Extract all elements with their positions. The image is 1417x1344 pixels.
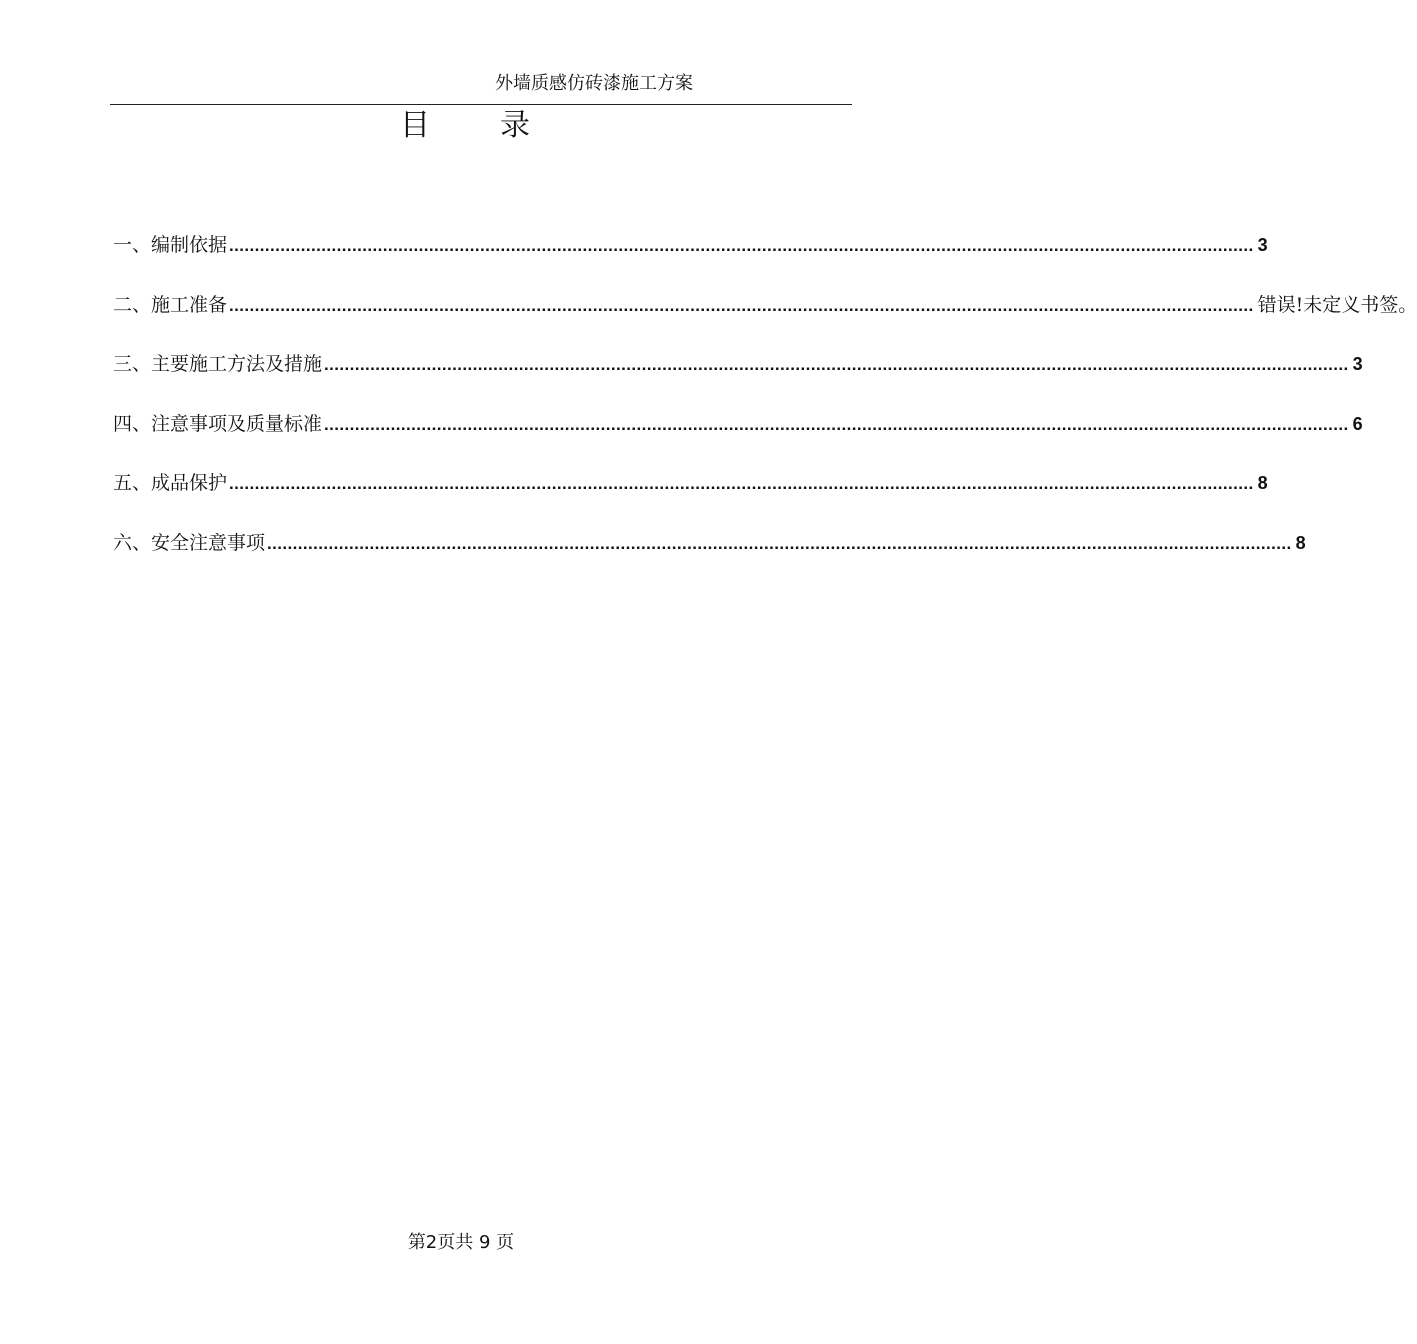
toc-entry-page: 3 [1352, 354, 1363, 375]
toc-leader-dots: ........................................................................................................................................................................................................ [229, 236, 1254, 255]
toc-title: 目录 [400, 108, 600, 143]
toc-entry-1[interactable] [113, 229, 1268, 289]
toc-entry-label: 三、主要施工方法及措施 [113, 353, 323, 376]
page-footer: 第2页共 9 页 [407, 1232, 515, 1253]
toc-leader-dots: ........................................................................................................................................................................................................ [324, 414, 1349, 434]
toc-entry-4[interactable] [113, 408, 1363, 468]
toc-entry-label: 二、施工准备 [113, 293, 228, 316]
toc-entry-page: 3 [1257, 235, 1268, 255]
toc-entry-6[interactable] [113, 527, 1306, 587]
toc-entry-label: 一、编制依据 [113, 234, 228, 256]
toc-entry-3[interactable] [113, 348, 1363, 408]
toc-leader-dots: ........................................................................................................................................................................................................ [267, 533, 1292, 553]
toc-entry-page-error: 错误!未定义书签。 [1257, 293, 1417, 316]
toc-entry-label: 五、成品保护 [113, 472, 228, 495]
toc-leader-dots: ........................................................................................................................................................................................................ [229, 474, 1254, 494]
toc-entry-label: 四、注意事项及质量标准 [113, 412, 323, 435]
toc-entry-2[interactable] [113, 289, 1417, 349]
toc-entry-page: 8 [1257, 473, 1268, 494]
header-divider [110, 104, 852, 105]
toc-entry-page: 6 [1352, 413, 1363, 434]
toc-list [113, 229, 1417, 587]
running-header-title: 外墙质感仿砖漆施工方案 [495, 73, 693, 94]
toc-entry-page: 8 [1295, 532, 1306, 553]
toc-leader-dots: ........................................................................................................................................................................................................ [324, 355, 1349, 375]
toc-entry-5[interactable] [113, 467, 1268, 527]
toc-leader-dots: ........................................................................................................................................................................................................ [229, 295, 1254, 315]
toc-entry-label: 六、安全注意事项 [113, 531, 266, 554]
